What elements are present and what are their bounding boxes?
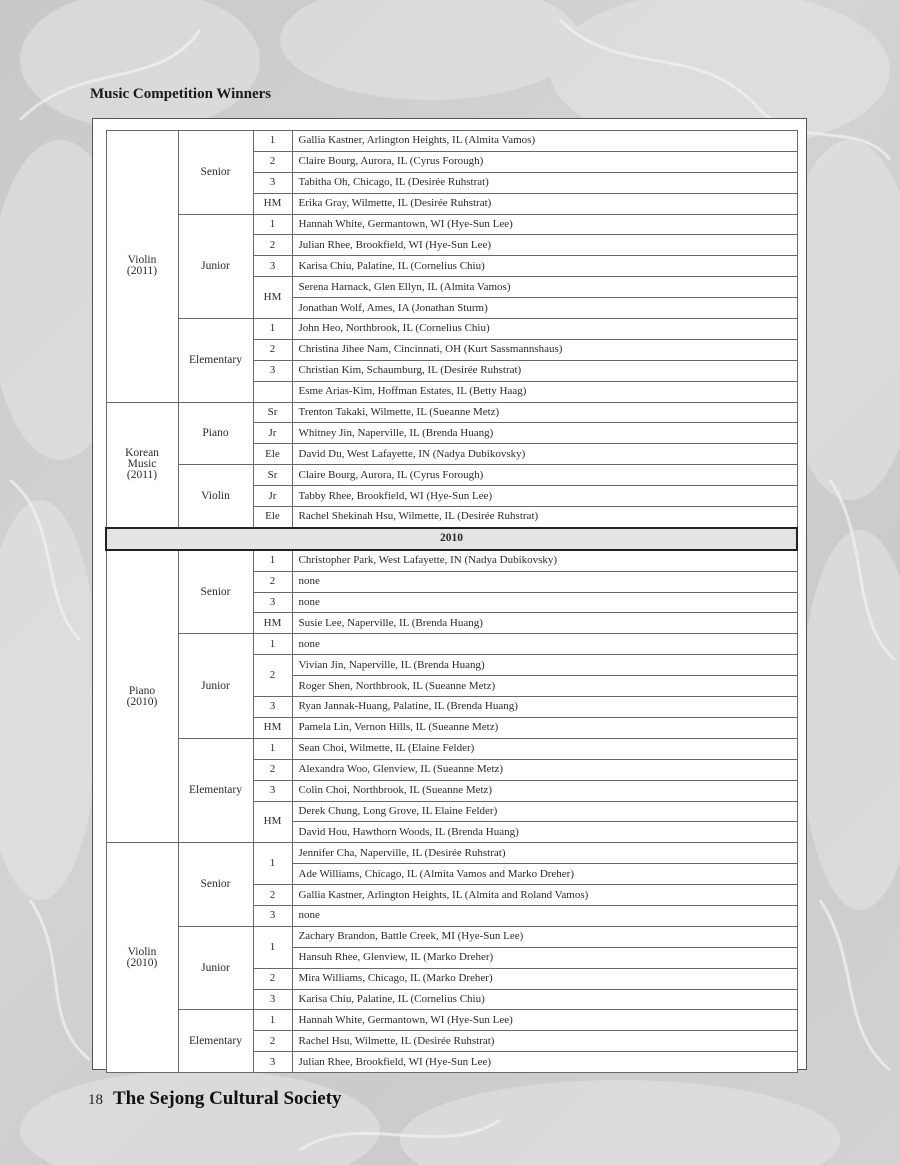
- page-number: 18: [88, 1092, 103, 1108]
- table-row: [106, 402, 797, 423]
- category-cell: Korean Music (2011): [106, 402, 178, 528]
- category-cell: Violin (2010): [106, 843, 178, 1073]
- winner-name-cell: Colin Choi, Northbrook, IL (Sueanne Metz): [292, 780, 797, 801]
- winner-name-cell: Claire Bourg, Aurora, IL (Cyrus Forough): [292, 465, 797, 486]
- winner-name-cell: Tabitha Oh, Chicago, IL (Desirée Ruhstrat): [292, 172, 797, 193]
- table-row: [106, 550, 797, 571]
- winner-name-cell: Julian Rhee, Brookfield, WI (Hye-Sun Lee): [292, 1052, 797, 1073]
- winner-name-cell: Jonathan Wolf, Ames, IA (Jonathan Sturm): [292, 298, 797, 319]
- division-cell: Senior: [178, 550, 253, 634]
- winner-name-cell: Susie Lee, Naperville, IL (Brenda Huang): [292, 613, 797, 634]
- place-cell: 1: [253, 319, 292, 340]
- place-cell: 2: [253, 759, 292, 780]
- winner-name-cell: Trenton Takaki, Wilmette, IL (Sueanne Metz): [292, 402, 797, 423]
- winner-name-cell: Pamela Lin, Vernon Hills, IL (Sueanne Metz): [292, 717, 797, 738]
- place-cell: 2: [253, 1031, 292, 1052]
- place-cell: 2: [253, 151, 292, 172]
- place-cell: 3: [253, 780, 292, 801]
- place-cell: 2: [253, 655, 292, 697]
- table-row: [106, 214, 797, 235]
- place-cell: Ele: [253, 507, 292, 528]
- place-cell: 3: [253, 1052, 292, 1073]
- winner-name-cell: none: [292, 634, 797, 655]
- table-row: [106, 1010, 797, 1031]
- place-cell: 1: [253, 131, 292, 152]
- winner-name-cell: Christopher Park, West Lafayette, IN (Nadya Dubikovsky): [292, 550, 797, 571]
- place-cell: 2: [253, 339, 292, 360]
- place-cell: 1: [253, 926, 292, 968]
- place-cell: Sr: [253, 465, 292, 486]
- category-cell: Violin (2011): [106, 131, 178, 403]
- winner-name-cell: John Heo, Northbrook, IL (Cornelius Chiu): [292, 319, 797, 340]
- place-cell: 2: [253, 235, 292, 256]
- place-cell: 3: [253, 172, 292, 193]
- table-row: [106, 926, 797, 947]
- winner-name-cell: Rachel Shekinah Hsu, Wilmette, IL (Desirée Ruhstrat): [292, 507, 797, 528]
- winner-name-cell: Christian Kim, Schaumburg, IL (Desirée Ruhstrat): [292, 360, 797, 381]
- place-cell: 3: [253, 592, 292, 613]
- year-divider-label: 2010: [106, 528, 797, 550]
- place-cell: 3: [253, 360, 292, 381]
- place-cell: HM: [253, 277, 292, 319]
- category-cell: Piano (2010): [106, 550, 178, 843]
- division-cell: Senior: [178, 843, 253, 927]
- winner-name-cell: Julian Rhee, Brookfield, WI (Hye-Sun Lee): [292, 235, 797, 256]
- winner-name-cell: Karisa Chiu, Palatine, IL (Cornelius Chiu): [292, 256, 797, 277]
- year-divider-row: [106, 528, 797, 550]
- winner-name-cell: Rachel Hsu, Wilmette, IL (Desirée Ruhstrat): [292, 1031, 797, 1052]
- winner-name-cell: none: [292, 905, 797, 926]
- division-cell: Elementary: [178, 1010, 253, 1073]
- place-cell: 1: [253, 738, 292, 759]
- table-row: [106, 465, 797, 486]
- winners-table-wrapper: [105, 130, 798, 1073]
- winner-name-cell: Christina Jihee Nam, Cincinnati, OH (Kurt Sassmannshaus): [292, 339, 797, 360]
- place-cell: 2: [253, 885, 292, 906]
- winners-table: [105, 130, 798, 1073]
- winner-name-cell: Karisa Chiu, Palatine, IL (Cornelius Chiu): [292, 989, 797, 1010]
- place-cell: [253, 381, 292, 402]
- division-cell: Junior: [178, 214, 253, 318]
- division-cell: Elementary: [178, 738, 253, 842]
- place-cell: 1: [253, 1010, 292, 1031]
- page-title: Music Competition Winners: [90, 86, 272, 102]
- organization-name: The Sejong Cultural Society: [113, 1088, 342, 1109]
- place-cell: 3: [253, 256, 292, 277]
- winner-name-cell: none: [292, 592, 797, 613]
- winner-name-cell: Alexandra Woo, Glenview, IL (Sueanne Metz): [292, 759, 797, 780]
- winner-name-cell: Gallia Kastner, Arlington Heights, IL (Almita Vamos): [292, 131, 797, 152]
- place-cell: 1: [253, 214, 292, 235]
- winner-name-cell: David Du, West Lafayette, IN (Nadya Dubikovsky): [292, 444, 797, 465]
- place-cell: HM: [253, 613, 292, 634]
- place-cell: Sr: [253, 402, 292, 423]
- winner-name-cell: Hannah White, Germantown, WI (Hye-Sun Lee): [292, 1010, 797, 1031]
- place-cell: 1: [253, 634, 292, 655]
- footer: [88, 1088, 342, 1110]
- place-cell: 1: [253, 550, 292, 571]
- winner-name-cell: Ryan Jannak-Huang, Palatine, IL (Brenda Huang): [292, 697, 797, 718]
- winner-name-cell: Hannah White, Germantown, WI (Hye-Sun Lee): [292, 214, 797, 235]
- division-cell: Junior: [178, 926, 253, 1010]
- division-cell: Junior: [178, 634, 253, 738]
- winner-name-cell: Serena Harnack, Glen Ellyn, IL (Almita Vamos): [292, 277, 797, 298]
- winner-name-cell: Sean Choi, Wilmette, IL (Elaine Felder): [292, 738, 797, 759]
- winner-name-cell: Roger Shen, Northbrook, IL (Sueanne Metz): [292, 676, 797, 697]
- division-cell: Elementary: [178, 319, 253, 403]
- winner-name-cell: none: [292, 571, 797, 592]
- place-cell: HM: [253, 717, 292, 738]
- place-cell: HM: [253, 193, 292, 214]
- winner-name-cell: Gallia Kastner, Arlington Heights, IL (Almita and Roland Vamos): [292, 885, 797, 906]
- place-cell: 3: [253, 697, 292, 718]
- winner-name-cell: Derek Chung, Long Grove, IL Elaine Felder): [292, 801, 797, 822]
- winner-name-cell: Vivian Jin, Naperville, IL (Brenda Huang): [292, 655, 797, 676]
- winner-name-cell: Ade Williams, Chicago, IL (Almita Vamos and Marko Dreher): [292, 864, 797, 885]
- winner-name-cell: David Hou, Hawthorn Woods, IL (Brenda Huang): [292, 822, 797, 843]
- table-row: [106, 319, 797, 340]
- winner-name-cell: Claire Bourg, Aurora, IL (Cyrus Forough): [292, 151, 797, 172]
- place-cell: Jr: [253, 486, 292, 507]
- division-cell: Violin: [178, 465, 253, 528]
- winner-name-cell: Erika Gray, Wilmette, IL (Desirée Ruhstrat): [292, 193, 797, 214]
- place-cell: Jr: [253, 423, 292, 444]
- winner-name-cell: Whitney Jin, Naperville, IL (Brenda Huang): [292, 423, 797, 444]
- place-cell: 2: [253, 968, 292, 989]
- winner-name-cell: Mira Williams, Chicago, IL (Marko Dreher): [292, 968, 797, 989]
- table-row: [106, 131, 797, 152]
- place-cell: 3: [253, 989, 292, 1010]
- winner-name-cell: Jennifer Cha, Naperville, IL (Desirée Ruhstrat): [292, 843, 797, 864]
- place-cell: 3: [253, 905, 292, 926]
- table-row: [106, 843, 797, 864]
- winner-name-cell: Zachary Brandon, Battle Creek, MI (Hye-Sun Lee): [292, 926, 797, 947]
- place-cell: HM: [253, 801, 292, 843]
- winner-name-cell: Esme Arias-Kim, Hoffman Estates, IL (Betty Haag): [292, 381, 797, 402]
- place-cell: 1: [253, 843, 292, 885]
- winner-name-cell: Tabby Rhee, Brookfield, WI (Hye-Sun Lee): [292, 486, 797, 507]
- table-row: [106, 634, 797, 655]
- division-cell: Senior: [178, 131, 253, 215]
- place-cell: Ele: [253, 444, 292, 465]
- place-cell: 2: [253, 571, 292, 592]
- winner-name-cell: Hansuh Rhee, Glenview, IL (Marko Dreher): [292, 947, 797, 968]
- division-cell: Piano: [178, 402, 253, 465]
- table-row: [106, 738, 797, 759]
